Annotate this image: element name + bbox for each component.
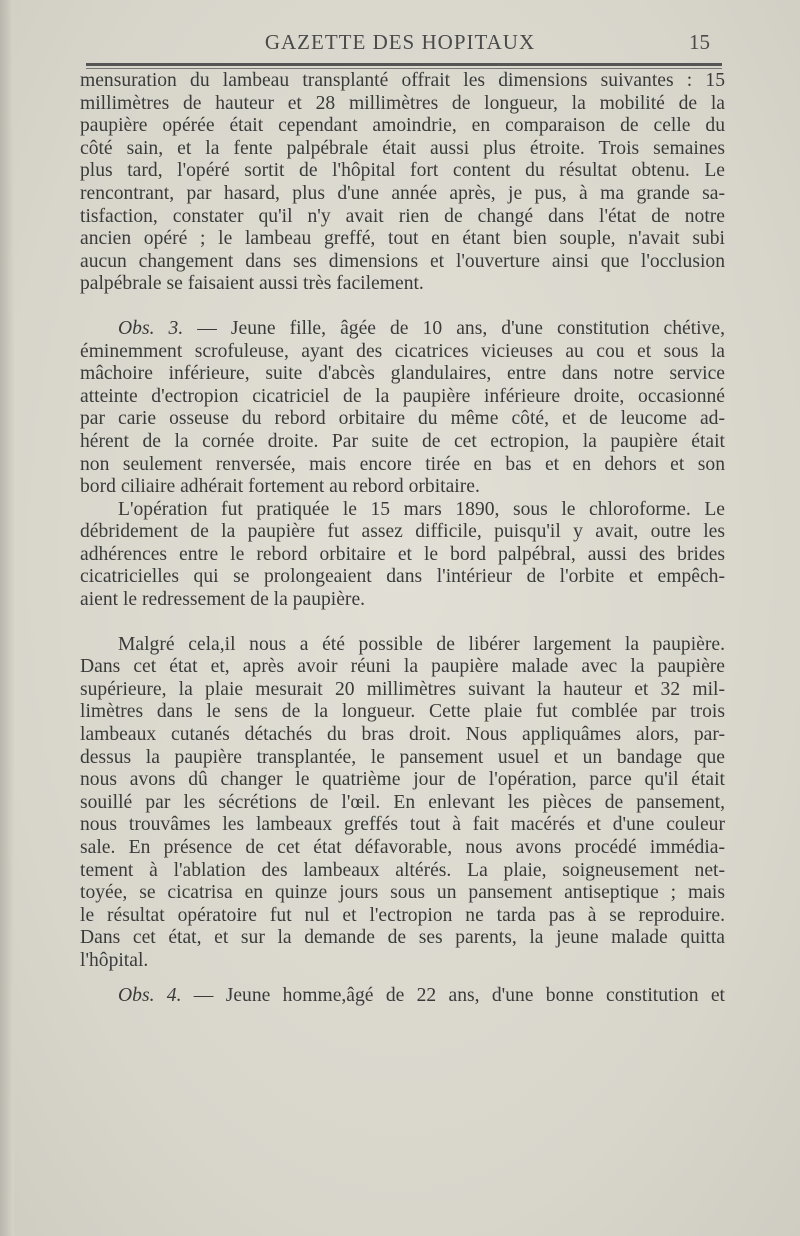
header-rule-thin <box>86 68 722 69</box>
text-line: L'opération fut pratiquée le 15 mars 1890, sous le chloroforme. Le <box>118 498 725 520</box>
running-head <box>80 30 720 60</box>
text-line: le résultat opératoire fut nul et l'ectropion ne tarda pas à se reproduire. <box>80 904 725 926</box>
text-line: mensuration du lambeau transplanté offrait les dimensions suivantes : 15 <box>80 70 725 91</box>
text-line: dessus la paupière transplantée, le pansement usuel et un bandage que <box>80 746 725 768</box>
text-line: hérent de la cornée droite. Par suite de cet ectropion, la paupière était <box>80 430 725 452</box>
paragraph-gap <box>80 973 725 985</box>
page-edge <box>0 0 14 1236</box>
paragraph-2 <box>80 318 725 499</box>
text-line: mâchoire inférieure, suite d'abcès glandulaires, entre dans notre service <box>80 363 725 385</box>
text-line: tement à l'ablation des lambeaux altérés. La plaie, soigneusement net- <box>80 859 725 881</box>
text-line: lambeaux cutanés détachés du bras droit. Nous appliquâmes alors, par- <box>80 724 725 746</box>
text-line: palpébrale se faisaient aussi très facilement. <box>80 273 424 295</box>
text-line: nous trouvâmes les lambeaux greffés tout à fait macérés et d'une couleur <box>80 814 725 836</box>
text-line: éminemment scrofuleuse, ayant des cicatrices vicieuses au cou et sous la <box>80 340 725 362</box>
text-line: souillé par les sécrétions de l'œil. En enlevant les pièces de pansement, <box>80 791 725 813</box>
paragraph-1 <box>80 70 725 296</box>
obs4-label: Obs. 4. <box>118 984 182 1006</box>
header-rule-thick <box>86 63 722 66</box>
paragraph-gap <box>80 612 725 634</box>
text-line: bord ciliaire adhérait fortement au rebord orbitaire. <box>80 476 480 498</box>
text-line: aucun changement dans ses dimensions et l'ouverture ainsi que l'occlusion <box>80 250 725 272</box>
paragraph-4 <box>80 634 725 973</box>
obs4-intro: — Jeune homme,âgé de 22 ans, d'une bonne constitution et <box>181 984 725 1006</box>
obs3-heading-line <box>80 318 725 341</box>
text-line: paupière opérée était cependant amoindrie, en comparaison de celle du <box>80 115 725 137</box>
text-line: côté sain, et la fente palpébrale était aussi plus étroite. Trois semaines <box>80 137 725 159</box>
text-line: rencontrant, par hasard, plus d'une année après, je pus, à ma grande sa- <box>80 182 725 204</box>
paragraph-gap <box>80 296 725 318</box>
text-line: limètres dans le sens de la longueur. Cette plaie fut comblée par trois <box>80 701 725 723</box>
text-line: ancien opéré ; le lambeau greffé, tout en étant bien souple, n'avait subi <box>80 228 725 250</box>
text-line: sale. En présence de cet état défavorable, nous avons procédé immédia- <box>80 837 725 858</box>
text-line: par carie osseuse du rebord orbitaire du même côté, et de leucome ad- <box>80 408 725 430</box>
paragraph-3 <box>80 499 725 612</box>
journal-title: GAZETTE DES HOPITAUX <box>264 30 536 54</box>
obs4-heading-line <box>80 985 725 1008</box>
text-line: débridement de la paupière fut assez difficile, puisqu'il y avait, outre les <box>80 521 725 543</box>
text-line: adhérences entre le rebord orbitaire et le bord palpébral, aussi des brides <box>80 543 725 565</box>
obs3-intro: — Jeune fille, âgée de 10 ans, d'une constitution chétive, <box>183 317 725 339</box>
text-line: millimètres de hauteur et 28 millimètres de longueur, la mobilité de la <box>80 92 725 114</box>
text-line: aient le redressement de la paupière. <box>80 589 366 611</box>
text-line: plus tard, l'opéré sortit de l'hôpital fort content du résultat obtenu. Le <box>80 160 725 182</box>
text-line: supérieure, la plaie mesurait 20 millimètres suivant la hauteur et 32 mil- <box>80 678 725 700</box>
text-line: cicatricielles qui se prolongeaient dans l'intérieur de l'orbite et empêch- <box>80 566 725 588</box>
text-line: Dans cet état et, après avoir réuni la paupière malade avec la paupière <box>80 656 725 678</box>
obs3-label: Obs. 3. <box>118 317 184 339</box>
paragraph-5 <box>80 985 725 1008</box>
text-line: Malgré cela,il nous a été possible de libérer largement la paupière. <box>118 633 725 655</box>
text-line: tisfaction, constater qu'il n'y avait rien de changé dans l'état de notre <box>80 205 725 227</box>
text-line: nous avons dû changer le quatrième jour de l'opération, parce qu'il était <box>80 769 725 791</box>
text-line: Dans cet état, et sur la demande de ses parents, la jeune malade quitta <box>80 927 725 949</box>
text-line: toyée, se cicatrisa en quinze jours sous un pansement antiseptique ; mais <box>80 882 725 904</box>
page-number: 15 <box>689 30 710 54</box>
article-body <box>80 70 725 1007</box>
text-line: atteinte d'ectropion cicatriciel de la paupière inférieure droite, occasionné <box>80 385 725 407</box>
text-line: non seulement renversée, mais encore tirée en bas et en dehors et son <box>80 453 725 475</box>
text-line: l'hôpital. <box>80 949 149 971</box>
